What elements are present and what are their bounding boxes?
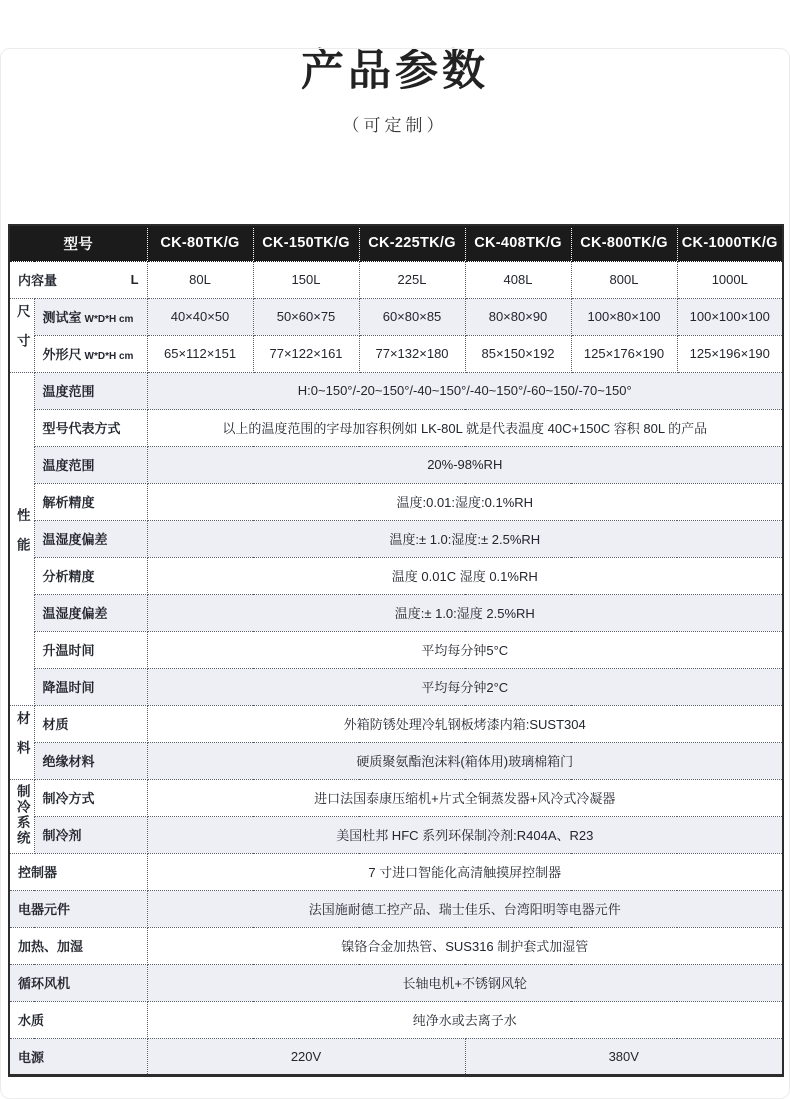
capacity-value: 80L xyxy=(147,261,253,298)
page-subtitle: （可定制） xyxy=(342,116,448,136)
row-label: 升温时间 xyxy=(34,631,147,668)
row-value: 硬质聚氨酯泡沫料(箱体用)玻璃棉箱门 xyxy=(147,742,783,779)
model-header: CK-408TK/G xyxy=(465,225,571,261)
row-label: 制冷方式 xyxy=(34,779,147,816)
size-value: 100×80×100 xyxy=(571,298,677,335)
size-value: 77×132×180 xyxy=(359,335,465,372)
row-label: 制冷剂 xyxy=(34,816,147,853)
row-label: 测试室 xyxy=(42,310,82,325)
performance-row xyxy=(9,483,783,520)
model-header: CK-80TK/G xyxy=(147,225,253,261)
row-label: 外形尺 xyxy=(42,347,82,362)
section-label-size: 尺寸 xyxy=(9,298,34,372)
row-label: 温湿度偏差 xyxy=(34,520,147,557)
size-value: 80×80×90 xyxy=(465,298,571,335)
row-label: 循环风机 xyxy=(9,964,147,1001)
size-value: 50×60×75 xyxy=(253,298,359,335)
general-row xyxy=(9,890,783,927)
model-header: CK-150TK/G xyxy=(253,225,359,261)
performance-row xyxy=(9,631,783,668)
row-label: 温湿度偏差 xyxy=(34,594,147,631)
row-value: 进口法国泰康压缩机+片式全铜蒸发器+风冷式冷凝器 xyxy=(147,779,783,816)
section-label-cooling: 制冷系统 xyxy=(9,779,34,853)
header-row xyxy=(9,225,783,261)
general-row xyxy=(9,1001,783,1038)
power-row xyxy=(9,1038,783,1075)
capacity-label-cell xyxy=(9,261,147,298)
model-header: CK-800TK/G xyxy=(571,225,677,261)
page-title: 产品参数 xyxy=(301,47,489,95)
row-value: 纯净水或去离子水 xyxy=(147,1001,783,1038)
row-label: 内容量 xyxy=(18,273,58,288)
row-value: 20%-98%RH xyxy=(147,446,783,483)
model-header-label: 型号 xyxy=(9,225,147,261)
row-value: 平均每分钟5°C xyxy=(147,631,783,668)
cooling-row xyxy=(9,816,783,853)
row-label: 解析精度 xyxy=(34,483,147,520)
size-row xyxy=(9,298,783,335)
row-value: 温度:± 1.0:湿度 2.5%RH xyxy=(147,594,783,631)
row-label-sub: W*D*H cm xyxy=(84,314,134,325)
material-row xyxy=(9,742,783,779)
row-label-cell xyxy=(34,298,147,335)
size-value: 77×122×161 xyxy=(253,335,359,372)
row-value: 长轴电机+不锈钢风轮 xyxy=(147,964,783,1001)
general-row xyxy=(9,964,783,1001)
general-row xyxy=(9,927,783,964)
size-value: 40×40×50 xyxy=(147,298,253,335)
size-value: 125×176×190 xyxy=(571,335,677,372)
row-label: 温度范围 xyxy=(34,372,147,409)
performance-row xyxy=(9,409,783,446)
performance-row xyxy=(9,372,783,409)
model-header: CK-1000TK/G xyxy=(677,225,783,261)
row-label-sub: W*D*H cm xyxy=(84,351,134,362)
row-label: 材质 xyxy=(34,705,147,742)
size-value: 125×196×190 xyxy=(677,335,783,372)
power-value: 380V xyxy=(465,1038,783,1075)
row-value: 7 寸进口智能化高清触摸屏控制器 xyxy=(147,853,783,890)
model-header: CK-225TK/G xyxy=(359,225,465,261)
performance-row xyxy=(9,446,783,483)
row-label: 分析精度 xyxy=(34,557,147,594)
row-value: H:0~150°/-20~150°/-40~150°/-40~150°/-60~150/-70~150° xyxy=(147,372,783,409)
row-label: 电器元件 xyxy=(9,890,147,927)
size-value: 60×80×85 xyxy=(359,298,465,335)
performance-row xyxy=(9,668,783,705)
row-label: 温度范围 xyxy=(34,446,147,483)
row-label: 控制器 xyxy=(9,853,147,890)
section-label-performance: 性能 xyxy=(9,372,34,705)
row-label: 水质 xyxy=(9,1001,147,1038)
row-value: 外箱防锈处理冷轧钢板烤漆内箱:SUST304 xyxy=(147,705,783,742)
size-value: 85×150×192 xyxy=(465,335,571,372)
section-label-material: 材料 xyxy=(9,705,34,779)
row-label: 型号代表方式 xyxy=(34,409,147,446)
capacity-row xyxy=(9,261,783,298)
performance-row xyxy=(9,557,783,594)
row-value: 以上的温度范围的字母加容积例如 LK-80L 就是代表温度 40C+150C 容积 80L 的产品 xyxy=(147,409,783,446)
size-value: 100×100×100 xyxy=(677,298,783,335)
power-value: 220V xyxy=(147,1038,465,1075)
capacity-unit: L xyxy=(130,272,139,287)
row-label: 加热、加湿 xyxy=(9,927,147,964)
performance-row xyxy=(9,594,783,631)
row-value: 法国施耐德工控产品、瑞士佳乐、台湾阳明等电器元件 xyxy=(147,890,783,927)
general-row xyxy=(9,853,783,890)
row-value: 美国杜邦 HFC 系列环保制冷剂:R404A、R23 xyxy=(147,816,783,853)
capacity-value: 1000L xyxy=(677,261,783,298)
row-label: 降温时间 xyxy=(34,668,147,705)
size-value: 65×112×151 xyxy=(147,335,253,372)
row-value: 镍铬合金加热管、SUS316 制护套式加湿管 xyxy=(147,927,783,964)
capacity-value: 225L xyxy=(359,261,465,298)
row-value: 平均每分钟2°C xyxy=(147,668,783,705)
material-row xyxy=(9,705,783,742)
row-label: 绝缘材料 xyxy=(34,742,147,779)
row-label-cell xyxy=(34,335,147,372)
row-label: 电源 xyxy=(9,1038,147,1075)
capacity-value: 800L xyxy=(571,261,677,298)
row-value: 温度:0.01:湿度:0.1%RH xyxy=(147,483,783,520)
cooling-row xyxy=(9,779,783,816)
row-value: 温度:± 1.0:湿度:± 2.5%RH xyxy=(147,520,783,557)
row-value: 温度 0.01C 湿度 0.1%RH xyxy=(147,557,783,594)
spec-table xyxy=(8,224,784,1077)
capacity-value: 408L xyxy=(465,261,571,298)
capacity-value: 150L xyxy=(253,261,359,298)
performance-row xyxy=(9,520,783,557)
size-row xyxy=(9,335,783,372)
